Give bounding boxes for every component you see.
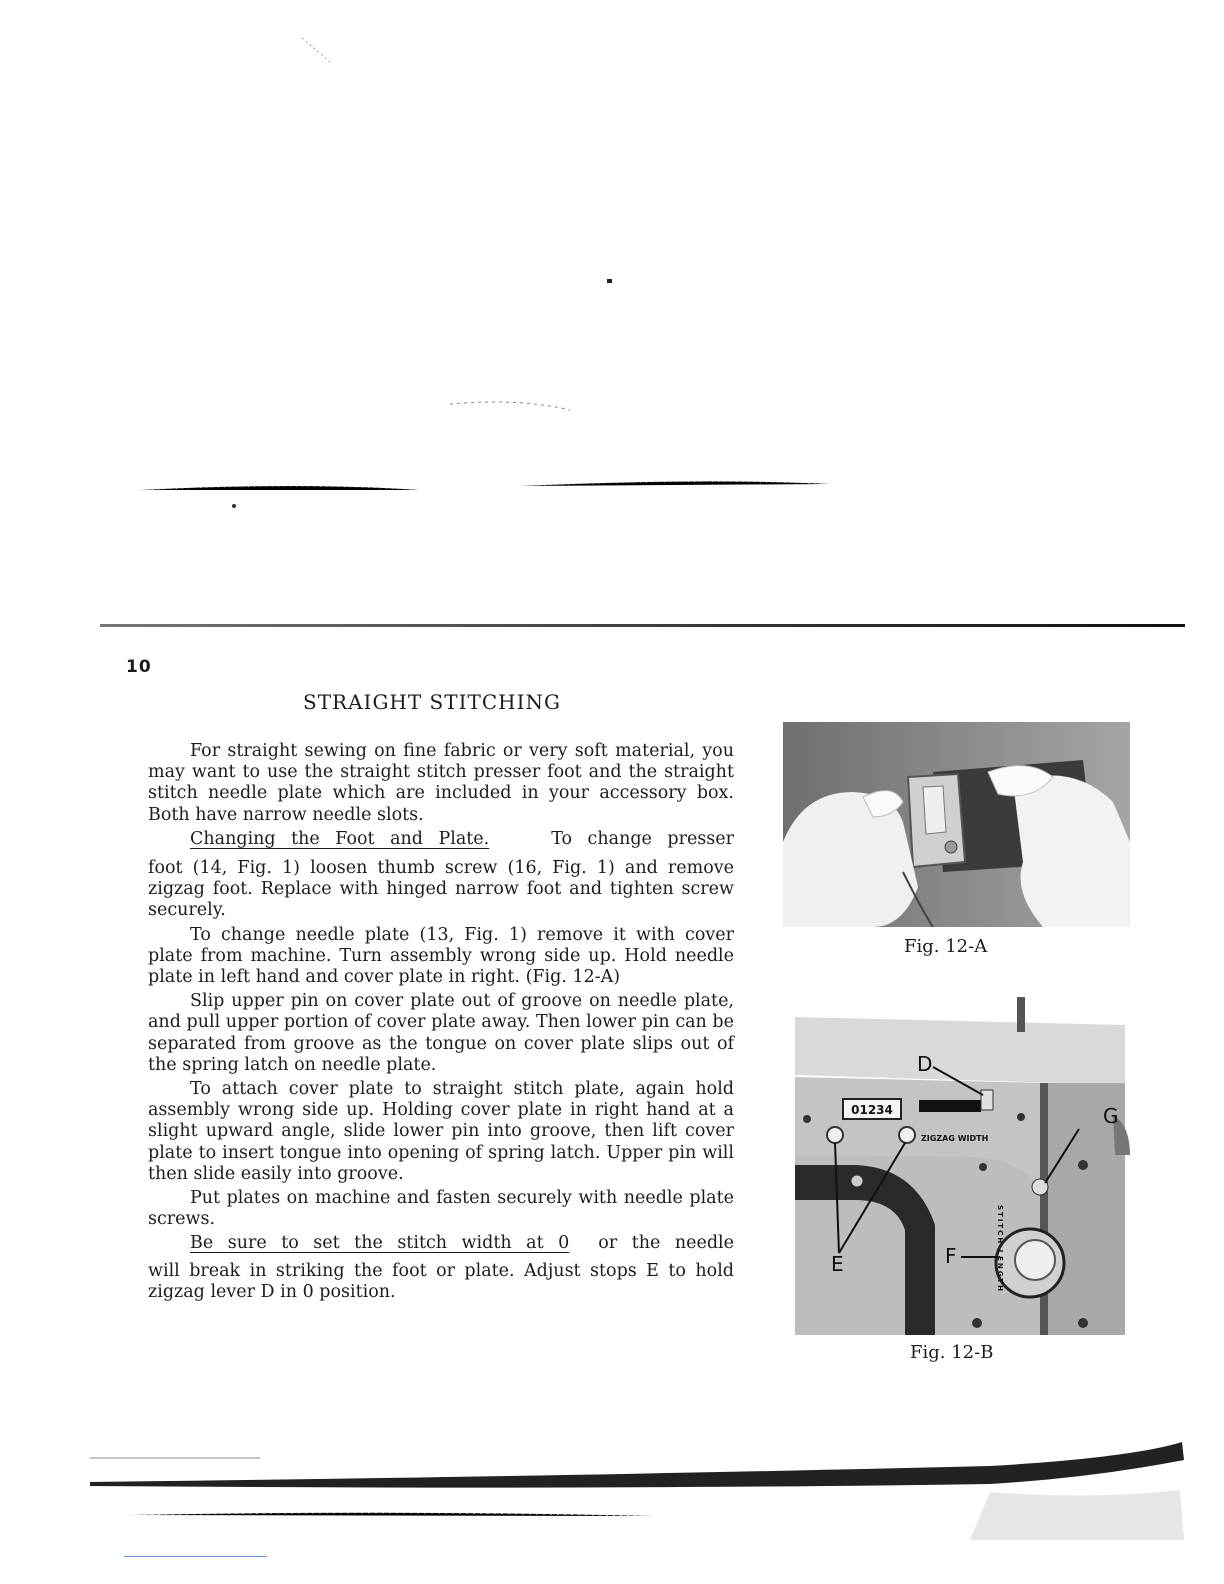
- stitch-width-warning: Be sure to set the stitch width at 0: [190, 1233, 570, 1254]
- paragraph-changing-foot: foot (14, Fig. 1) loosen thumb screw (16, Fig. 1) and remove zigzag foot. Replace with hinged narrow foot and tighten screw securely.: [148, 858, 734, 921]
- figure-12a-photo: [783, 722, 1130, 927]
- paragraph-intro: For straight sewing on fine fabric or very soft material, you may want to use the straight stitch presser foot and the straight stitch needle plate which are included in your accessory box. Both have narrow needle slots.: [148, 741, 734, 825]
- figure-12b-photo: [795, 995, 1130, 1335]
- figure-12b-caption: Fig. 12-B: [910, 1342, 994, 1363]
- paragraph-change-needle-plate: To change needle plate (13, Fig. 1) remove it with cover plate from machine. Turn assembly wrong side up. Hold needle plate in left hand and cover plate in right. (Fig. 12-A): [148, 924, 734, 988]
- instructions-text: [148, 741, 734, 1306]
- paragraph-warning-line: [148, 1233, 734, 1254]
- page-number: 10: [126, 657, 152, 677]
- section-title: STRAIGHT STITCHING: [303, 690, 561, 714]
- scan-noise: [0, 0, 1224, 620]
- bottom-link-underline: [124, 1556, 267, 1557]
- paragraph-changing-heading-line: [148, 829, 734, 850]
- paragraph-attach-cover: To attach cover plate to straight stitch plate, again hold assembly wrong side up. Holding cover plate in right hand at a slight upward angle, slide lower pin into groove, then lift cover plate to insert tongue into opening of spring latch. Upper pin will then slide easily into groove.: [148, 1079, 734, 1184]
- figure-12a-caption: Fig. 12-A: [904, 936, 988, 957]
- label-g: G: [1103, 1104, 1119, 1128]
- stitch-length-label: STITCH LENGTH: [996, 1205, 1004, 1293]
- bottom-divider: [90, 1420, 1190, 1540]
- warning-line1: or the needle: [598, 1233, 734, 1254]
- changing-foot-plate-heading: Changing the Foot and Plate.: [190, 828, 490, 849]
- zigzag-width-label: ZIGZAG WIDTH: [921, 1134, 989, 1143]
- paragraph-warning-rest: will break in striking the foot or plate. Adjust stops E to hold zigzag lever D in 0 position.: [148, 1260, 734, 1302]
- paragraph-put-plates: Put plates on machine and fasten securely with needle plate screws.: [148, 1188, 734, 1230]
- paragraph-slip-pin: Slip upper pin on cover plate out of groove on needle plate, and pull upper portion of cover plate away. Then lower pin can be separated from groove as the tongue on cover plate slips out of the spring latch on needle plate.: [148, 991, 734, 1075]
- label-f: F: [945, 1244, 957, 1268]
- changing-foot-plate-line1: To change presser: [551, 828, 734, 849]
- top-divider: [100, 624, 1185, 627]
- label-d: D: [917, 1052, 933, 1076]
- stitch-width-dial-numbers: 01234: [851, 1103, 893, 1117]
- label-e: E: [831, 1252, 844, 1276]
